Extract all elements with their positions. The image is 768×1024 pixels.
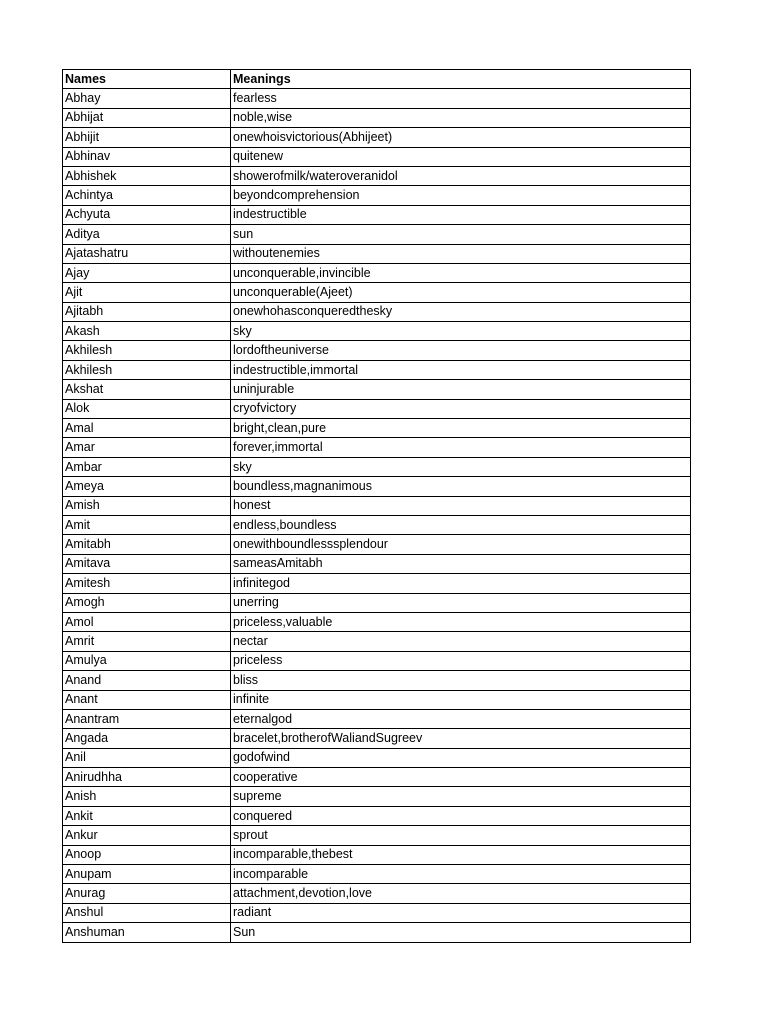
meaning-cell: nectar — [231, 632, 691, 651]
name-cell: Ajit — [63, 283, 231, 302]
name-cell: Anshul — [63, 903, 231, 922]
table-row — [63, 166, 691, 185]
meaning-cell: endless,boundless — [231, 515, 691, 534]
name-cell: Ajitabh — [63, 302, 231, 321]
meaning-cell: quitenew — [231, 147, 691, 166]
meaning-cell: uninjurable — [231, 380, 691, 399]
meaning-cell: lordoftheuniverse — [231, 341, 691, 360]
meaning-cell: bright,clean,pure — [231, 419, 691, 438]
meaning-cell: sameasAmitabh — [231, 554, 691, 573]
table-row — [63, 826, 691, 845]
meaning-cell: indestructible,immortal — [231, 360, 691, 379]
name-cell: Ameya — [63, 477, 231, 496]
name-cell: Amogh — [63, 593, 231, 612]
table-row — [63, 360, 691, 379]
table-row — [63, 574, 691, 593]
table-row — [63, 554, 691, 573]
meaning-cell: showerofmilk/wateroveranidol — [231, 166, 691, 185]
table-row — [63, 244, 691, 263]
name-cell: Amal — [63, 419, 231, 438]
name-cell: Amrit — [63, 632, 231, 651]
meaning-cell: noble,wise — [231, 108, 691, 127]
name-cell: Anupam — [63, 865, 231, 884]
table-row — [63, 748, 691, 767]
name-cell: Ajay — [63, 263, 231, 282]
table-row — [63, 865, 691, 884]
name-cell: Akhilesh — [63, 360, 231, 379]
name-cell: Amit — [63, 515, 231, 534]
table-row — [63, 729, 691, 748]
table-row — [63, 671, 691, 690]
table-row — [63, 457, 691, 476]
meaning-cell: cryofvictory — [231, 399, 691, 418]
meaning-cell: attachment,devotion,love — [231, 884, 691, 903]
name-cell: Anant — [63, 690, 231, 709]
header-names: Names — [63, 70, 231, 89]
meaning-cell: infinitegod — [231, 574, 691, 593]
table-row — [63, 205, 691, 224]
name-cell: Anshuman — [63, 923, 231, 942]
name-cell: Anand — [63, 671, 231, 690]
meaning-cell: priceless,valuable — [231, 612, 691, 631]
meaning-cell: radiant — [231, 903, 691, 922]
name-cell: Angada — [63, 729, 231, 748]
meaning-cell: unconquerable(Ajeet) — [231, 283, 691, 302]
table-body — [63, 89, 691, 942]
name-cell: Anil — [63, 748, 231, 767]
meaning-cell: forever,immortal — [231, 438, 691, 457]
names-meanings-table — [62, 69, 691, 943]
meaning-cell: fearless — [231, 89, 691, 108]
name-cell: Abhishek — [63, 166, 231, 185]
table-row — [63, 709, 691, 728]
table-row — [63, 477, 691, 496]
table-row — [63, 787, 691, 806]
name-cell: Amitava — [63, 554, 231, 573]
table-row — [63, 322, 691, 341]
table-row — [63, 535, 691, 554]
meaning-cell: cooperative — [231, 768, 691, 787]
names-meanings-sheet — [62, 69, 690, 943]
table-row — [63, 651, 691, 670]
name-cell: Anantram — [63, 709, 231, 728]
name-cell: Achintya — [63, 186, 231, 205]
table-row — [63, 438, 691, 457]
meaning-cell: bracelet,brotherofWaliandSugreev — [231, 729, 691, 748]
name-cell: Ankur — [63, 826, 231, 845]
table-row — [63, 768, 691, 787]
meaning-cell: honest — [231, 496, 691, 515]
table-row — [63, 806, 691, 825]
table-row — [63, 128, 691, 147]
meaning-cell: sun — [231, 225, 691, 244]
meaning-cell: beyondcomprehension — [231, 186, 691, 205]
header-meanings: Meanings — [231, 70, 691, 89]
meaning-cell: supreme — [231, 787, 691, 806]
name-cell: Anurag — [63, 884, 231, 903]
meaning-cell: onewhohasconqueredthesky — [231, 302, 691, 321]
meaning-cell: conquered — [231, 806, 691, 825]
name-cell: Amish — [63, 496, 231, 515]
table-row — [63, 283, 691, 302]
name-cell: Amitabh — [63, 535, 231, 554]
table-row — [63, 845, 691, 864]
name-cell: Amitesh — [63, 574, 231, 593]
table-row — [63, 380, 691, 399]
table-row — [63, 263, 691, 282]
name-cell: Anirudhha — [63, 768, 231, 787]
name-cell: Ajatashatru — [63, 244, 231, 263]
meaning-cell: incomparable — [231, 865, 691, 884]
table-row — [63, 515, 691, 534]
table-row — [63, 108, 691, 127]
name-cell: Amulya — [63, 651, 231, 670]
meaning-cell: boundless,magnanimous — [231, 477, 691, 496]
table-row — [63, 690, 691, 709]
name-cell: Amol — [63, 612, 231, 631]
name-cell: Ambar — [63, 457, 231, 476]
meaning-cell: sky — [231, 457, 691, 476]
meaning-cell: unerring — [231, 593, 691, 612]
name-cell: Anoop — [63, 845, 231, 864]
meaning-cell: sky — [231, 322, 691, 341]
meaning-cell: godofwind — [231, 748, 691, 767]
meaning-cell: withoutenemies — [231, 244, 691, 263]
table-row — [63, 612, 691, 631]
meaning-cell: onewithboundlesssplendour — [231, 535, 691, 554]
table-row — [63, 341, 691, 360]
name-cell: Abhijat — [63, 108, 231, 127]
name-cell: Achyuta — [63, 205, 231, 224]
meaning-cell: incomparable,thebest — [231, 845, 691, 864]
name-cell: Akshat — [63, 380, 231, 399]
table-row — [63, 923, 691, 942]
name-cell: Ankit — [63, 806, 231, 825]
header-row — [63, 70, 691, 89]
meaning-cell: eternalgod — [231, 709, 691, 728]
meaning-cell: onewhoisvictorious(Abhijeet) — [231, 128, 691, 147]
name-cell: Amar — [63, 438, 231, 457]
name-cell: Abhinav — [63, 147, 231, 166]
table-row — [63, 147, 691, 166]
meaning-cell: sprout — [231, 826, 691, 845]
name-cell: Anish — [63, 787, 231, 806]
table-row — [63, 593, 691, 612]
table-row — [63, 884, 691, 903]
meaning-cell: priceless — [231, 651, 691, 670]
table-row — [63, 496, 691, 515]
meaning-cell: indestructible — [231, 205, 691, 224]
table-row — [63, 399, 691, 418]
meaning-cell: unconquerable,invincible — [231, 263, 691, 282]
name-cell: Abhay — [63, 89, 231, 108]
table-row — [63, 186, 691, 205]
name-cell: Alok — [63, 399, 231, 418]
table-row — [63, 632, 691, 651]
table-row — [63, 419, 691, 438]
meaning-cell: Sun — [231, 923, 691, 942]
table-row — [63, 302, 691, 321]
table-row — [63, 225, 691, 244]
name-cell: Aditya — [63, 225, 231, 244]
meaning-cell: infinite — [231, 690, 691, 709]
name-cell: Abhijit — [63, 128, 231, 147]
name-cell: Akash — [63, 322, 231, 341]
table-row — [63, 903, 691, 922]
meaning-cell: bliss — [231, 671, 691, 690]
name-cell: Akhilesh — [63, 341, 231, 360]
table-row — [63, 89, 691, 108]
